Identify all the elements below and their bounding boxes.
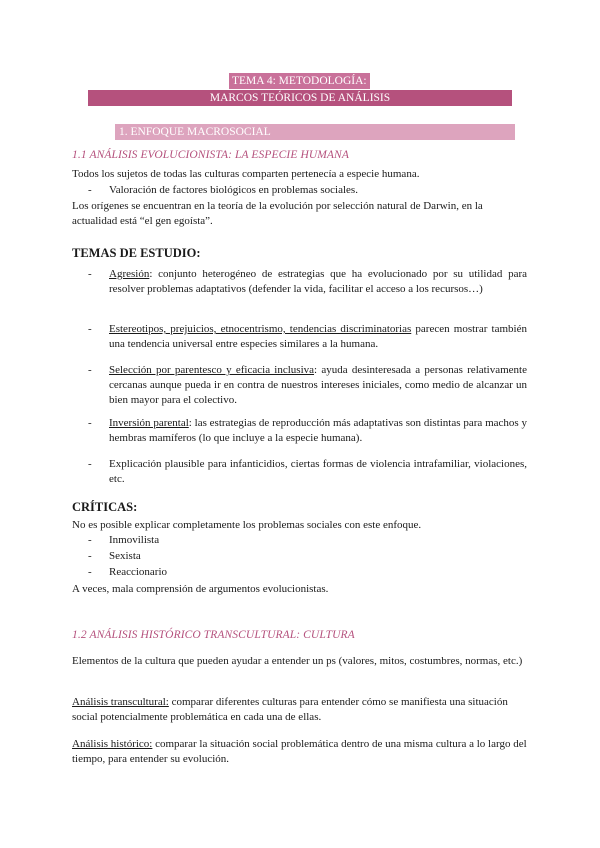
term-agresion: Agresión [109, 268, 150, 280]
bullet-text: Sexista [109, 550, 141, 562]
term-inversion: Inversión parental [109, 417, 189, 429]
subheading-analisis-historico: 1.2 ANÁLISIS HISTÓRICO TRANSCULTURAL: CULTURA [72, 629, 355, 641]
paragraph-criticas: No es posible explicar completamente los problemas sociales con este enfoque. [72, 519, 422, 531]
paragraph-analisis-historico [72, 737, 527, 767]
subheading-analisis-evolucionista: 1.1 ANÁLISIS EVOLUCIONISTA: LA ESPECIE HUMANA [72, 149, 349, 161]
bullet-text: : las estrategias de reproducción más adaptativas son distintas para machos y hembras mamíferos (lo que incluye a la especie humana). [109, 417, 527, 444]
heading-temas-de-estudio: TEMAS DE ESTUDIO: [72, 246, 201, 260]
section-heading-enfoque-macrosocial: 1. ENFOQUE MACROSOCIAL [115, 124, 515, 140]
bullet-dash: - [88, 364, 92, 376]
term-seleccion: Selección por parentesco y eficacia inclusiva [109, 364, 315, 376]
bullet-text: Valoración de factores biológicos en problemas sociales. [109, 184, 358, 196]
bullet-dash: - [88, 534, 92, 546]
bullet-text: Explicación plausible para infanticidios, ciertas formas de violencia intrafamiliar, violaciones, etc. [109, 458, 527, 485]
document-title: TEMA 4: METODOLOGÍA: [229, 73, 370, 89]
bullet-dash: - [88, 458, 92, 470]
term-analisis-transcultural: Análisis transcultural: [72, 696, 169, 708]
paragraph-origenes: Los orígenes se encuentran en la teoría de la evolución por selección natural de Darwin, en la actualidad está “el gen egoísta”. [72, 200, 483, 227]
paragraph-elementos-cultura: Elementos de la cultura que pueden ayudar a entender un ps (valores, mitos, costumbres, normas, etc.) [72, 655, 523, 667]
paragraph-text: comparar la situación social problemática dentro de una misma cultura a lo largo del tiempo, para entender su evolución. [72, 738, 527, 765]
paragraph-analisis-transcultural [72, 695, 527, 725]
paragraph-mala-comprension: A veces, mala comprensión de argumentos evolucionistas. [72, 583, 329, 595]
bullet-text: parecen mostrar también una tendencia universal entre especies similares a la humana. [109, 323, 527, 350]
paragraph-text: comparar diferentes culturas para entender cómo se manifiesta una situación social potencialmente problemática en cada una de ellas. [72, 696, 508, 723]
bullet-dash: - [88, 268, 92, 280]
bullet-dash: - [88, 417, 92, 429]
bullet-dash: - [88, 323, 92, 335]
bullet-text: : ayuda desinteresada a personas relativamente cercanas aunque pueda ir en contra de nuestros intereses iniciales, como medio de alcanzar un bien mayor para el colectivo. [109, 364, 527, 406]
term-analisis-historico: Análisis histórico: [72, 738, 153, 750]
bullet-dash: - [88, 550, 92, 562]
bullet-text: : conjunto heterogéneo de estrategias que ha evolucionado por su utilidad para resolver problemas adaptativos (defender la vida, facilitar el acceso a los recursos…) [109, 268, 527, 295]
heading-criticas: CRÍTICAS: [72, 500, 138, 514]
paragraph-intro: Todos los sujetos de todas las culturas comparten pertenecía a especie humana. [72, 168, 420, 180]
document-subtitle: MARCOS TEÓRICOS DE ANÁLISIS [88, 90, 512, 106]
bullet-text: Inmovilista [109, 534, 160, 546]
bullet-dash: - [88, 566, 92, 578]
bullet-text: Reaccionario [109, 566, 168, 578]
term-estereotipos: Estereotipos, prejuicios, etnocentrismo, tendencias discriminatorias [109, 323, 412, 335]
bullet-dash: - [88, 184, 92, 196]
